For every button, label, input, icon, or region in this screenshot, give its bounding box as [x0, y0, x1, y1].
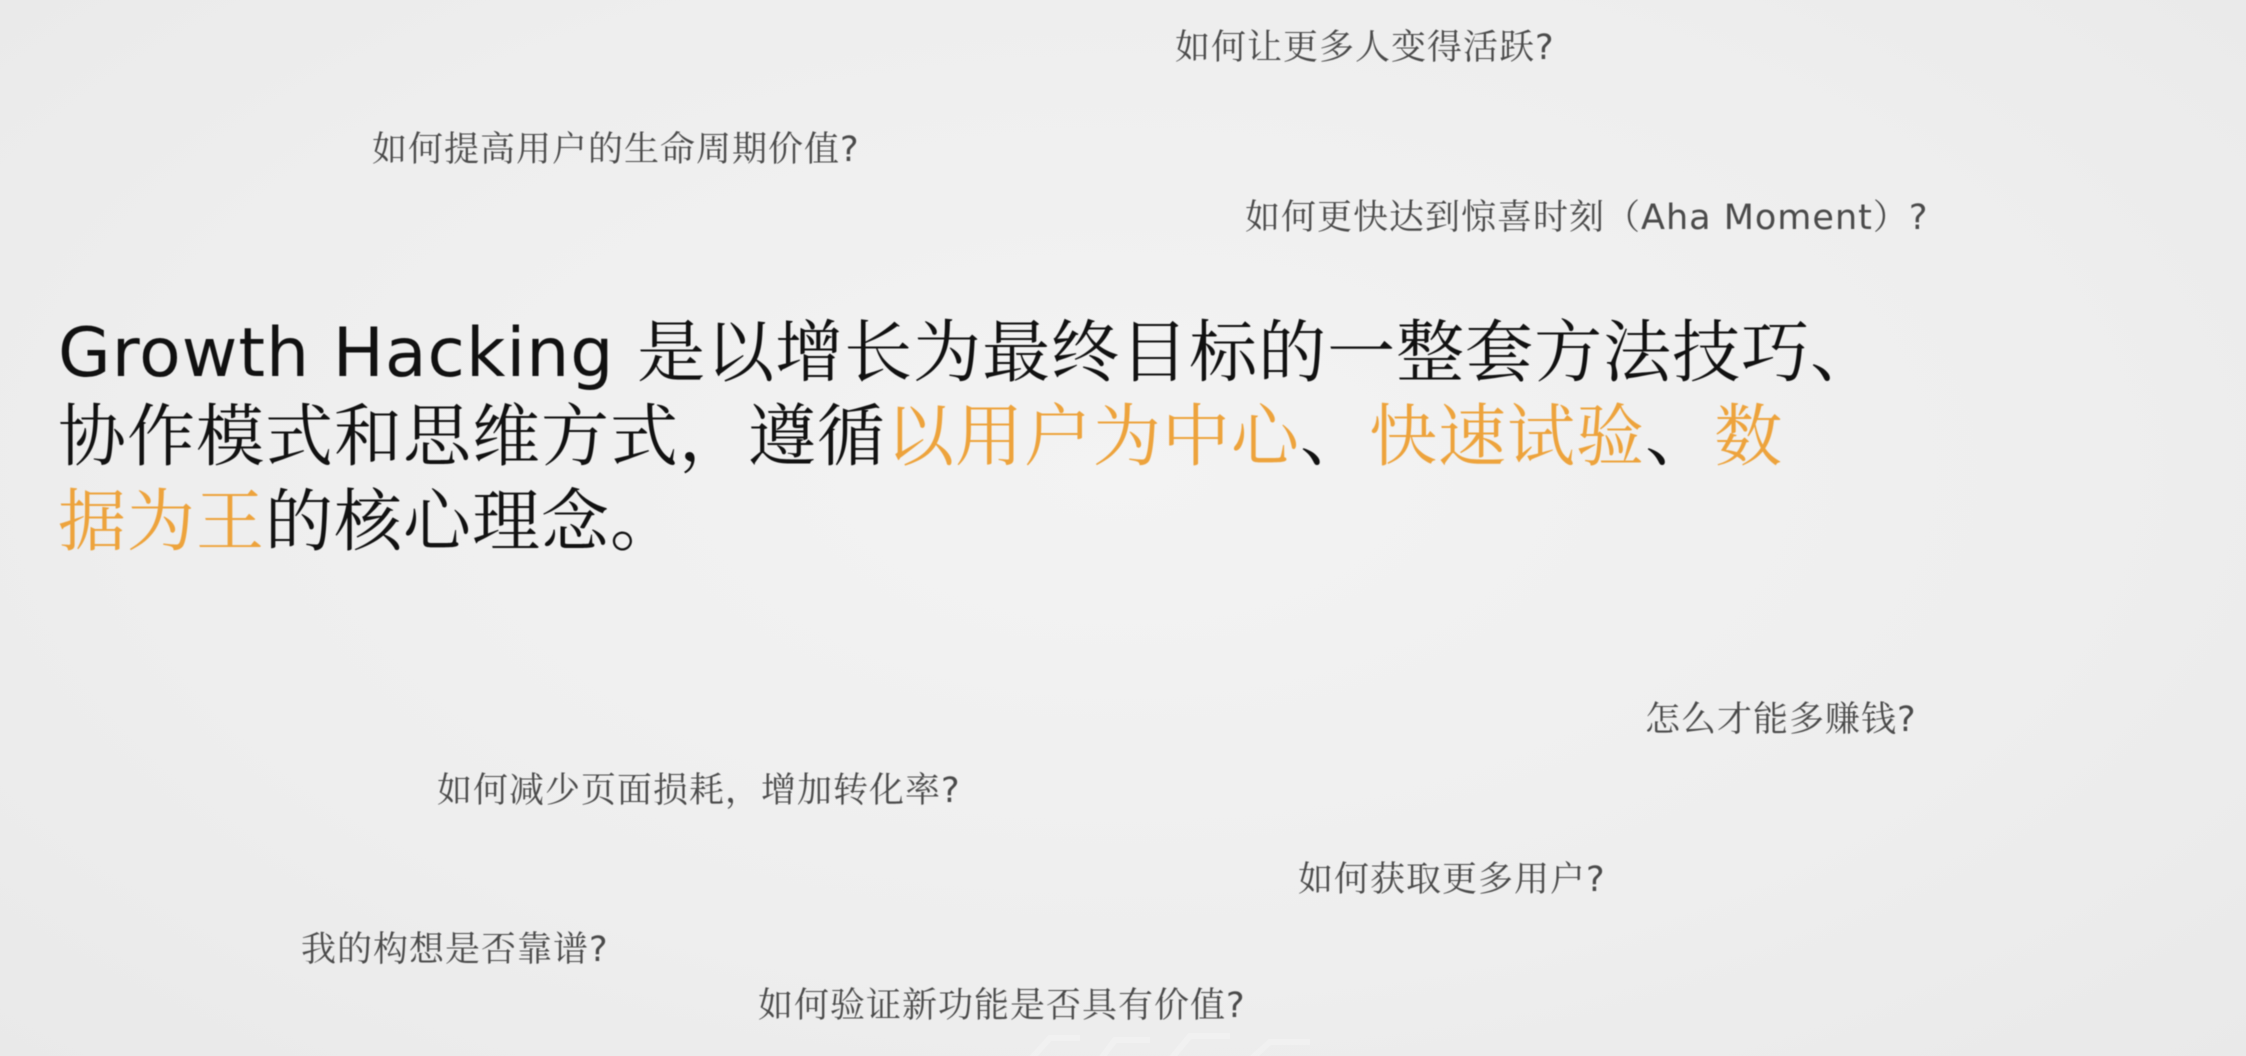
question-active-users: 如何让更多人变得活跃?: [1175, 28, 1555, 68]
question-validate-feature: 如何验证新功能是否具有价值?: [758, 986, 1246, 1026]
watermark-logo: [1020, 1030, 1320, 1056]
statement-separator: 、: [1300, 398, 1370, 478]
question-aha-moment: 如何更快达到惊喜时刻（Aha Moment）?: [1245, 198, 1929, 238]
statement-line-3-suffix: 的核心理念。: [265, 482, 680, 562]
question-idea-reliable: 我的构想是否靠谱?: [301, 930, 609, 970]
highlight-data-king-part1: 数: [1714, 398, 1784, 478]
statement-line-2: [58, 396, 2218, 480]
question-lifetime-value: 如何提高用户的生命周期价值?: [372, 130, 860, 170]
highlight-rapid-experiment: 快速试验: [1369, 398, 1646, 478]
highlight-data-king-part2: 据为王: [58, 482, 266, 562]
question-acquire-users: 如何获取更多用户?: [1298, 860, 1606, 900]
question-make-money: 怎么才能多赚钱?: [1645, 700, 1917, 740]
question-reduce-churn: 如何减少页面损耗，增加转化率?: [437, 771, 961, 811]
main-statement: [58, 312, 2218, 565]
statement-line-1: Growth Hacking 是以增长为最终目标的一整套方法技巧、: [58, 314, 1880, 393]
highlight-user-centric: 以用户为中心: [886, 398, 1301, 478]
statement-line-3: [58, 481, 2218, 565]
statement-separator: 、: [1645, 398, 1715, 478]
statement-line-2-prefix: 协作模式和思维方式，遵循: [58, 398, 887, 478]
